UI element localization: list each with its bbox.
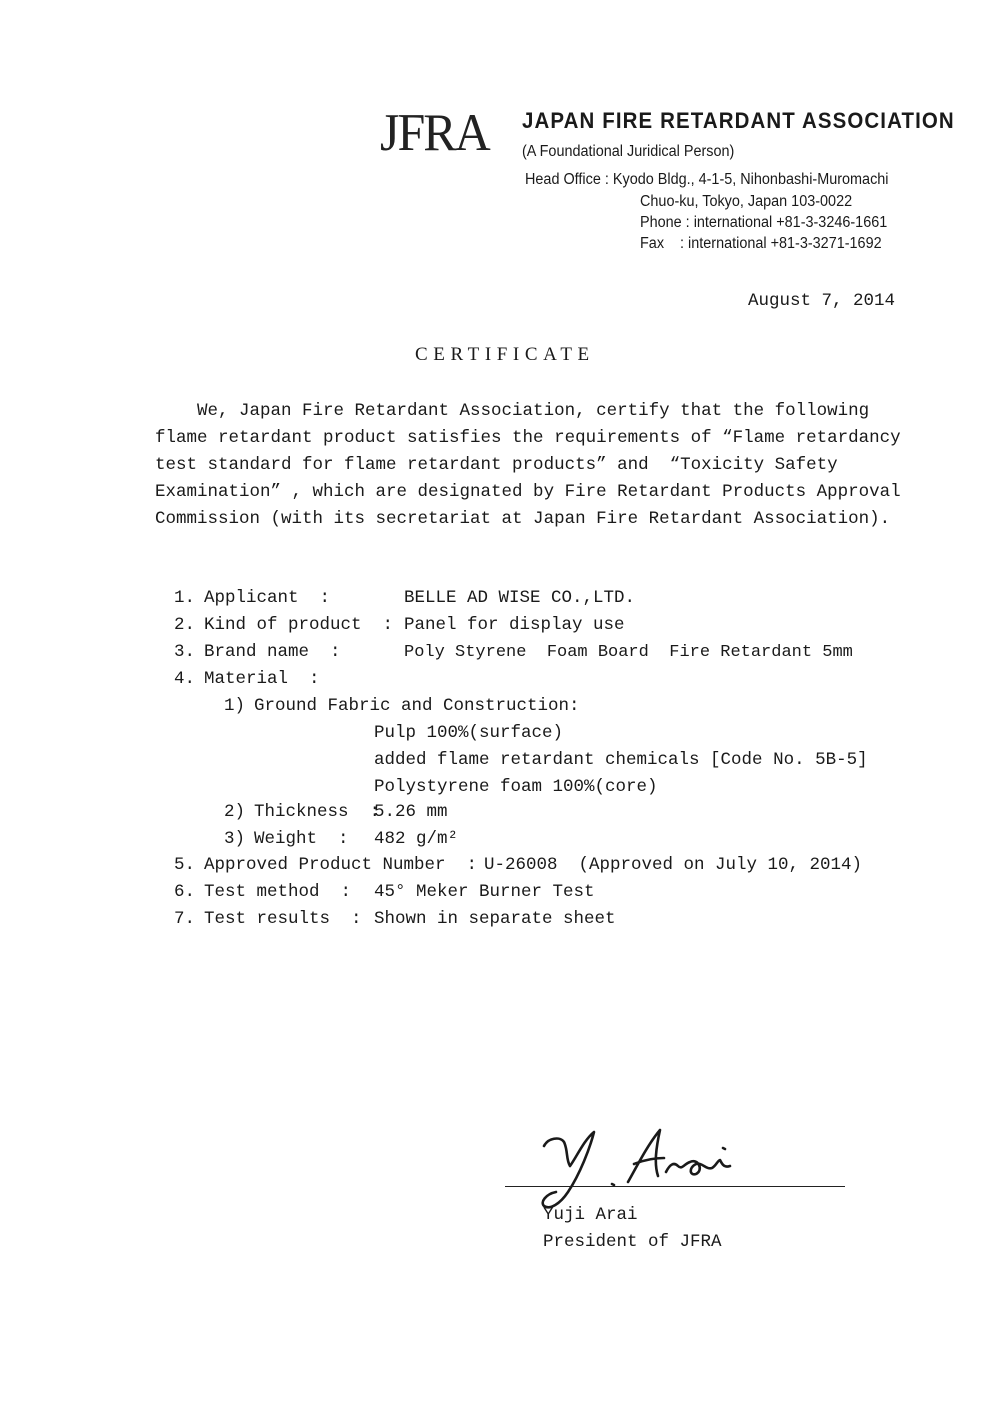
thickness-value: 5.26 mm xyxy=(374,802,448,822)
phone-number: Phone : international +81-3-3246-1661 xyxy=(640,214,888,231)
ground-fabric-label: Ground Fabric and Construction: xyxy=(254,696,580,716)
body-line: flame retardant product satisfies the requirements of “Flame retardancy xyxy=(155,428,901,448)
body-line: Examination” , which are designated by Fire Retardant Products Approval xyxy=(155,482,901,502)
kind-value: Panel for display use xyxy=(404,615,625,635)
approved-number-value: U-26008 (Approved on July 10, 2014) xyxy=(484,855,863,875)
sub-item-number: 3) xyxy=(224,829,246,849)
certificate-body xyxy=(155,398,901,533)
organization-type: (A Foundational Juridical Person) xyxy=(522,143,735,160)
brand-value: Poly Styrene Foam Board Fire Retardant 5mm xyxy=(404,643,853,662)
address-line-2: Chuo-ku, Tokyo, Japan 103-0022 xyxy=(640,193,853,210)
certificate-title: CERTIFICATE xyxy=(415,344,595,365)
test-results-label: Test results : xyxy=(204,909,362,929)
item-number: 2. xyxy=(174,615,196,635)
applicant-value: BELLE AD WISE CO.,LTD. xyxy=(404,588,636,608)
signer-position: President of JFRA xyxy=(543,1232,722,1252)
test-results-value: Shown in separate sheet xyxy=(374,909,616,929)
item-number: 6. xyxy=(174,882,196,902)
approved-number-label: Approved Product Number : xyxy=(204,855,478,875)
kind-label: Kind of product : xyxy=(204,615,394,635)
ground-fabric-line: Polystyrene foam 100%(core) xyxy=(374,777,658,797)
signer-name: Yuji Arai xyxy=(543,1205,638,1225)
signature-line xyxy=(505,1186,845,1187)
applicant-label: Applicant : xyxy=(204,588,331,608)
body-line: Commission (with its secretariat at Japan Fire Retardant Association). xyxy=(155,509,891,529)
item-number: 4. xyxy=(174,669,196,689)
material-label: Material : xyxy=(204,669,320,689)
test-method-value: 45° Meker Burner Test xyxy=(374,882,595,902)
organization-name: JAPAN FIRE RETARDANT ASSOCIATION xyxy=(522,108,955,133)
sub-item-number: 1) xyxy=(224,696,246,716)
certificate-date: August 7, 2014 xyxy=(748,291,896,311)
body-line: test standard for flame retardant products” and “Toxicity Safety xyxy=(155,455,838,475)
address-line-1: Head Office : Kyodo Bldg., 4-1-5, Nihonbashi-Muromachi xyxy=(525,171,889,188)
item-number: 5. xyxy=(174,855,196,875)
thickness-label: Thickness : xyxy=(254,802,381,822)
fax-number: Fax : international +81-3-3271-1692 xyxy=(640,235,882,252)
item-number: 7. xyxy=(174,909,196,929)
item-number: 3. xyxy=(174,642,196,662)
body-line: We, Japan Fire Retardant Association, certify that the following xyxy=(155,401,870,421)
ground-fabric-line: Pulp 100%(surface) xyxy=(374,723,564,743)
sub-item-number: 2) xyxy=(224,802,246,822)
item-number: 1. xyxy=(174,588,196,608)
jfra-logo: JFRA xyxy=(380,102,489,162)
weight-label: Weight : xyxy=(254,829,349,849)
test-method-label: Test method : xyxy=(204,882,352,902)
weight-value: 482 g/m² xyxy=(374,829,459,849)
brand-label: Brand name : xyxy=(204,642,341,662)
ground-fabric-line: added flame retardant chemicals [Code No. 5B-5] xyxy=(374,750,868,770)
